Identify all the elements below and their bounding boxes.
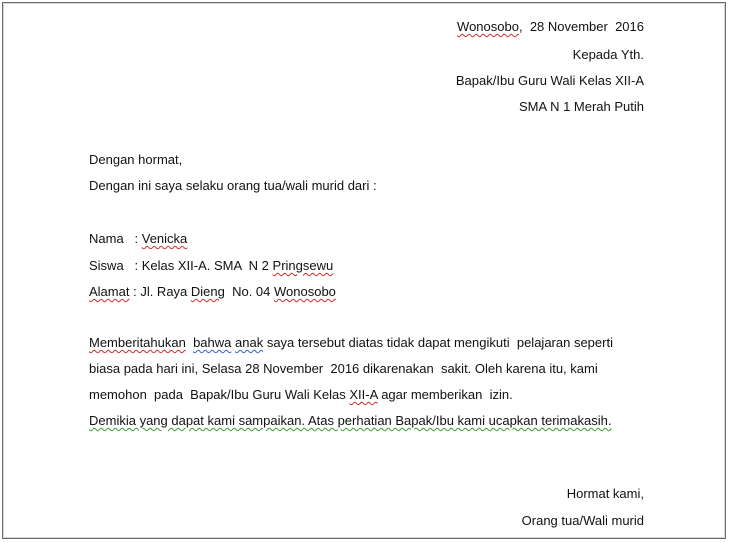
student-address-row: Alamat : Jl. Raya Dieng No. 04 Wonosobo: [89, 284, 336, 299]
body-line-4: Demikia yang dapat kami sampaikan. Atas perhatian Bapak/Ibu kami ucapkan terimakasih.: [89, 413, 612, 428]
school-line: SMA N 1 Merah Putih: [519, 99, 644, 114]
letter-page: [2, 2, 726, 539]
body-line-3: memohon pada Bapak/Ibu Guru Wali Kelas XII-A agar memberikan izin.: [89, 387, 513, 402]
siswa-value: Kelas XII-A. SMA N 2: [141, 258, 273, 273]
letter-date: 28 November 2016: [529, 19, 644, 34]
nama-value: Venicka: [141, 231, 188, 246]
nama-label: Nama: [89, 231, 124, 246]
recipient-line: Bapak/Ibu Guru Wali Kelas XII-A: [455, 73, 644, 88]
student-class-row: Siswa : Kelas XII-A. SMA N 2 Pringsewu: [89, 258, 334, 273]
closing-signer: Orang tua/Wali murid: [521, 513, 644, 528]
intro-line: Dengan ini saya selaku orang tua/wali murid dari :: [89, 178, 377, 193]
closing-regards: Hormat kami,: [566, 486, 644, 501]
body-line-2: biasa pada hari ini, Selasa 28 November 2016 dikarenakan sakit. Oleh karena itu, kami: [89, 361, 598, 376]
student-name-row: Nama : Venicka: [89, 231, 188, 246]
place-name: Wonosobo: [457, 19, 519, 34]
letter-date-line: Wonosobo, 28 November 2016: [457, 19, 644, 34]
to-line: Kepada Yth.: [572, 47, 644, 62]
alamat-label: Alamat: [89, 284, 130, 299]
siswa-label: Siswa: [89, 258, 124, 273]
siswa-city: Pringsewu: [272, 258, 334, 273]
body-line-1: Memberitahukan bahwa anak saya tersebut diatas tidak dapat mengikuti pelajaran seperti: [89, 335, 613, 350]
greeting: Dengan hormat,: [89, 152, 183, 167]
